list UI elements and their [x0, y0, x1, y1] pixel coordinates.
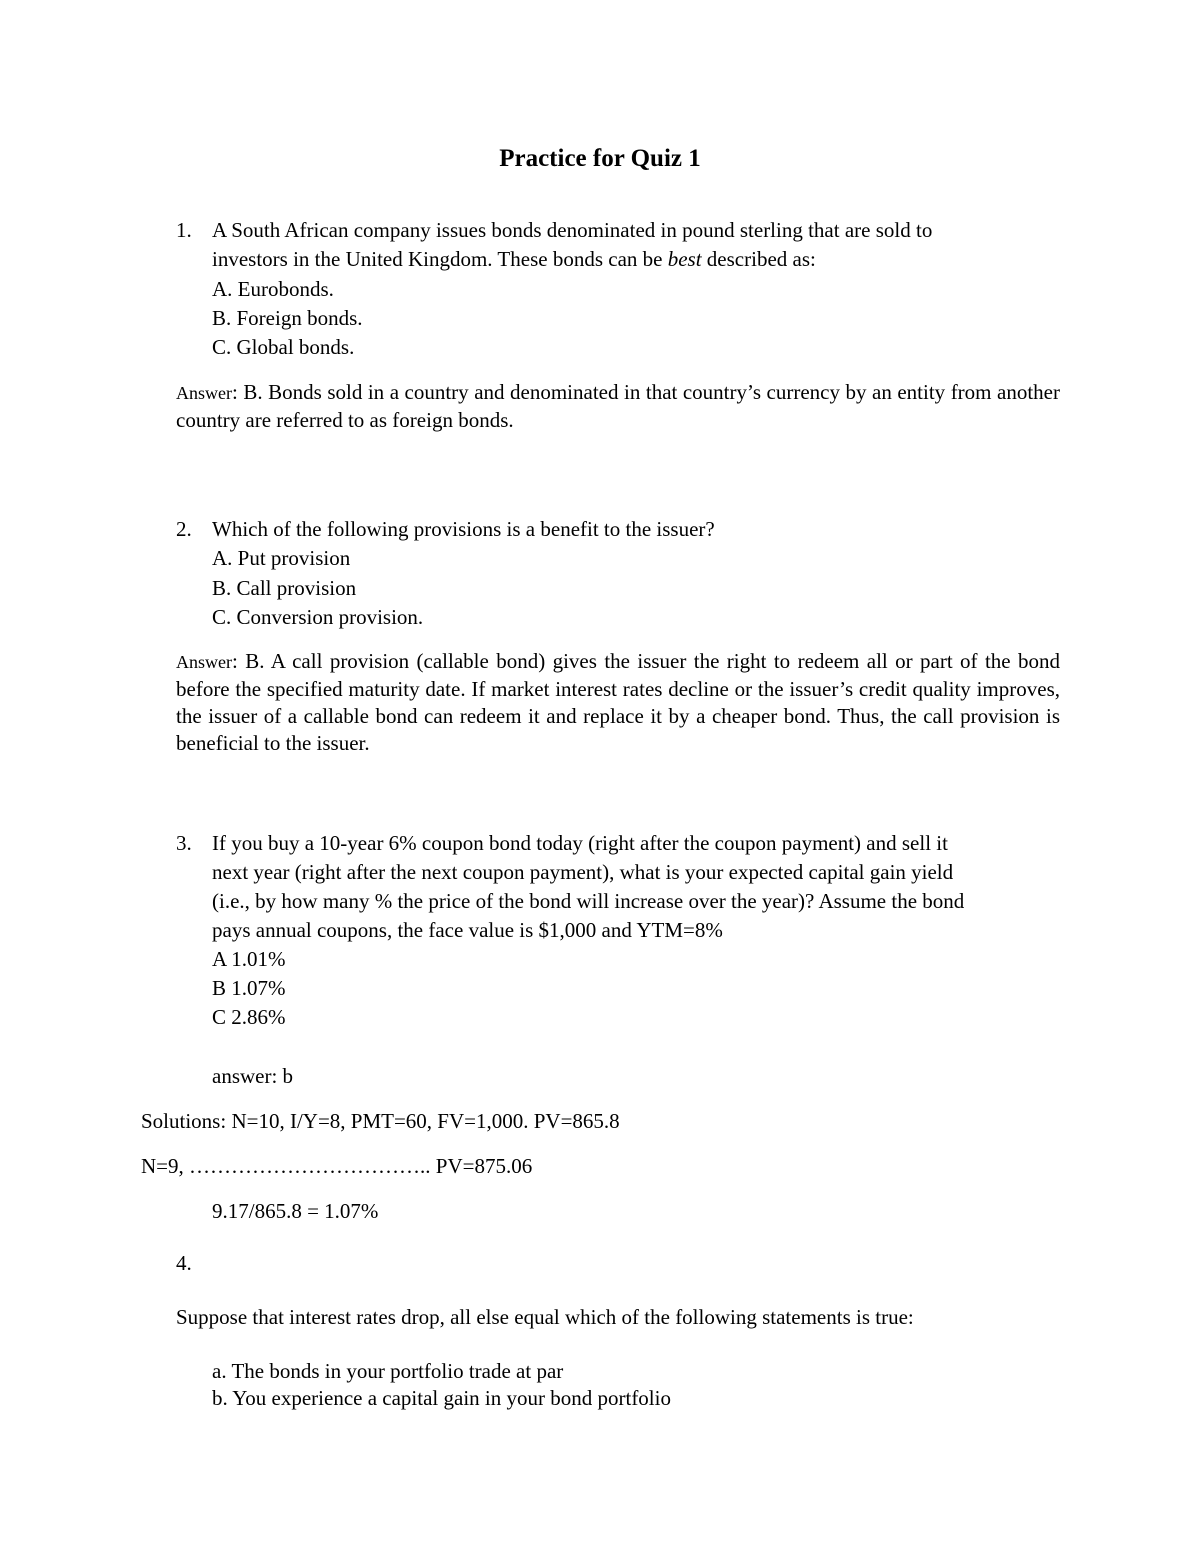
question-1-emphasis: best — [667, 247, 702, 271]
question-3-answer: answer: b — [212, 1064, 294, 1088]
question-3-line-3: (i.e., by how many % the price of the bond will increase over the year)? Assume the bond — [212, 889, 965, 913]
question-3-number: 3. — [176, 831, 192, 855]
question-4-option-b: b. You experience a capital gain in your bond portfolio — [212, 1386, 671, 1410]
question-3-line-4: pays annual coupons, the face value is $1,000 and YTM=8% — [212, 918, 723, 942]
question-1-option-c: C. Global bonds. — [212, 335, 355, 359]
question-3-line-1: If you buy a 10-year 6% coupon bond today (right after the coupon payment) and sell it — [212, 831, 948, 855]
question-2-number: 2. — [176, 517, 192, 541]
question-2-line-1: Which of the following provisions is a benefit to the issuer? — [212, 517, 715, 541]
question-4-line-1: Suppose that interest rates drop, all else equal which of the following statements is true: — [176, 1305, 914, 1329]
question-4-number: 4. — [176, 1251, 192, 1275]
question-1-option-a: A. Eurobonds. — [212, 277, 334, 301]
question-3-option-a: A 1.01% — [212, 947, 286, 971]
question-3-option-b: B 1.07% — [212, 976, 286, 1000]
answer-label: Answer — [176, 652, 232, 672]
question-1-line-2-start: investors in the United Kingdom. These bonds can be — [212, 247, 668, 271]
question-2-option-c: C. Conversion provision. — [212, 605, 424, 629]
question-3-solution-1: Solutions: N=10, I/Y=8, PMT=60, FV=1,000. PV=865.8 — [141, 1109, 620, 1133]
answer-text: : B. Bonds sold in a country and denominated in that country’s currency by an entity from another country are referred to as foreign bonds. — [176, 380, 1060, 432]
question-2-option-b: B. Call provision — [212, 576, 357, 600]
answer-text: : B. A call provision (callable bond) gives the issuer the right to redeem all or part of the bond before the specified maturity date. If market interest rates decline or the issuer’s credit quality improves, the issuer of a callable bond can redeem it and replace it by a cheaper bond. Thus, the call provision is beneficial to the issuer. — [176, 649, 1060, 755]
question-1-answer — [176, 379, 1060, 434]
question-1-line-2-end: described as: — [701, 247, 816, 271]
question-1-line-2 — [212, 245, 816, 273]
page-title: Practice for Quiz 1 — [499, 145, 701, 172]
question-1-number: 1. — [176, 218, 192, 242]
question-3-solution-2: N=9, …………………………….. PV=875.06 — [141, 1154, 533, 1178]
question-2-answer — [176, 648, 1060, 757]
question-1-option-b: B. Foreign bonds. — [212, 306, 363, 330]
answer-label: Answer — [176, 383, 232, 403]
question-2-option-a: A. Put provision — [212, 546, 351, 570]
question-4-option-a: a. The bonds in your portfolio trade at par — [212, 1359, 564, 1383]
question-3-line-2: next year (right after the next coupon payment), what is your expected capital gain yield — [212, 860, 954, 884]
question-3-option-c: C 2.86% — [212, 1005, 286, 1029]
question-3-solution-3: 9.17/865.8 = 1.07% — [212, 1199, 379, 1223]
question-1-line-1: A South African company issues bonds denominated in pound sterling that are sold to — [212, 218, 933, 242]
